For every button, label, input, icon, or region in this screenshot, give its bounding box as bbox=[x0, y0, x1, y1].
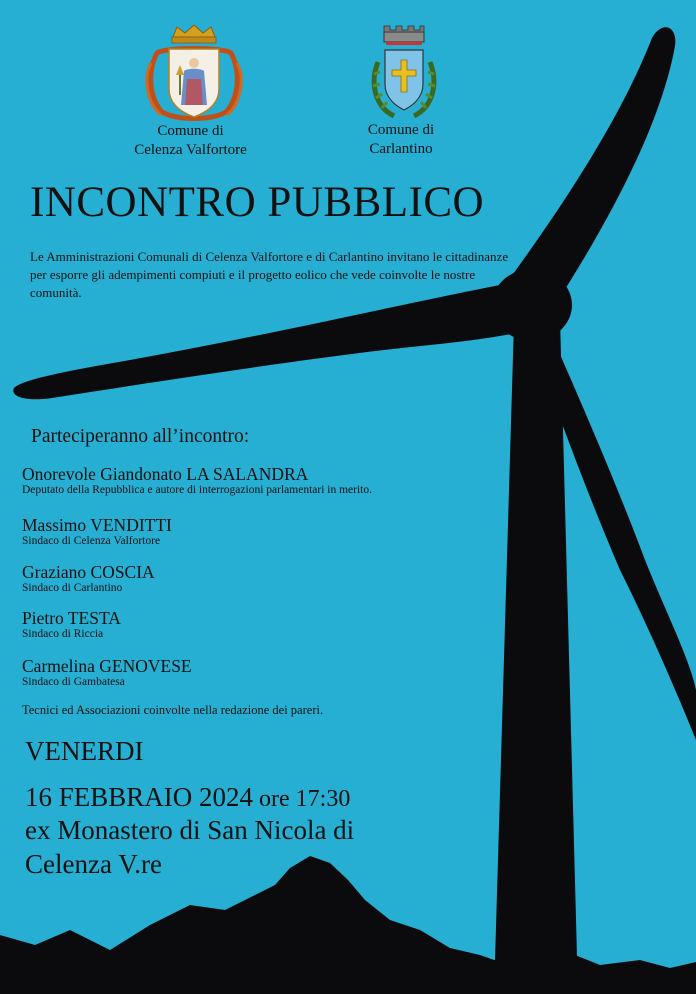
comune-line2: Celenza Valfortore bbox=[134, 142, 247, 158]
participant-name: Onorevole Giandonato LA SALANDRA bbox=[22, 464, 309, 484]
participant-item bbox=[22, 515, 172, 548]
participant-item bbox=[22, 656, 192, 689]
comune-line1: Comune di bbox=[157, 123, 224, 139]
participant-role: Sindaco di Celenza Valfortore bbox=[22, 535, 161, 547]
participant-name: Carmelina GENOVESE bbox=[22, 656, 192, 676]
participant-item bbox=[22, 608, 121, 641]
page-title: INCONTRO PUBBLICO bbox=[30, 179, 485, 226]
turbine-blade-upper bbox=[505, 27, 675, 305]
event-date-line bbox=[25, 781, 350, 815]
participant-role: Sindaco di Riccia bbox=[22, 628, 104, 640]
carlantino-crest-icon bbox=[368, 22, 440, 122]
participant-item bbox=[22, 562, 155, 595]
participant-role: Deputato della Repubblica e autore di interrogazioni parlamentari in merito. bbox=[22, 484, 372, 496]
event-venue-line2: Celenza V.re bbox=[25, 849, 162, 879]
event-day: VENERDI bbox=[25, 736, 144, 766]
intro-paragraph: Le Amministrazioni Comunali di Celenza Valfortore e di Carlantino invitano le cittadinanze per esporre gli adempimenti compiuti e il progetto eolico che vede coinvolte le nostre comunità. bbox=[30, 249, 509, 300]
comune-label-carlantino bbox=[345, 121, 457, 159]
event-venue-line1: ex Monastero di San Nicola di bbox=[25, 815, 355, 845]
comune-line2: Carlantino bbox=[369, 141, 433, 157]
participant-item bbox=[22, 464, 372, 497]
event-time: ore 17:30 bbox=[259, 786, 351, 812]
participant-role: Sindaco di Gambatesa bbox=[22, 676, 125, 688]
celenza-valfortore-crest-icon bbox=[143, 23, 246, 123]
event-date: 16 FEBBRAIO 2024 bbox=[25, 782, 254, 812]
comune-label-celenza bbox=[118, 122, 263, 160]
participant-name: Massimo VENDITTI bbox=[22, 515, 172, 535]
comune-line1: Comune di bbox=[367, 122, 435, 138]
participant-role: Sindaco di Carlantino bbox=[22, 582, 123, 594]
participants-heading: Parteciperanno all’incontro: bbox=[31, 426, 250, 447]
participant-name: Pietro TESTA bbox=[22, 608, 121, 628]
technicians-note: Tecnici ed Associazioni coinvolte nella redazione dei pareri. bbox=[22, 703, 324, 717]
participant-name: Graziano COSCIA bbox=[22, 562, 155, 582]
